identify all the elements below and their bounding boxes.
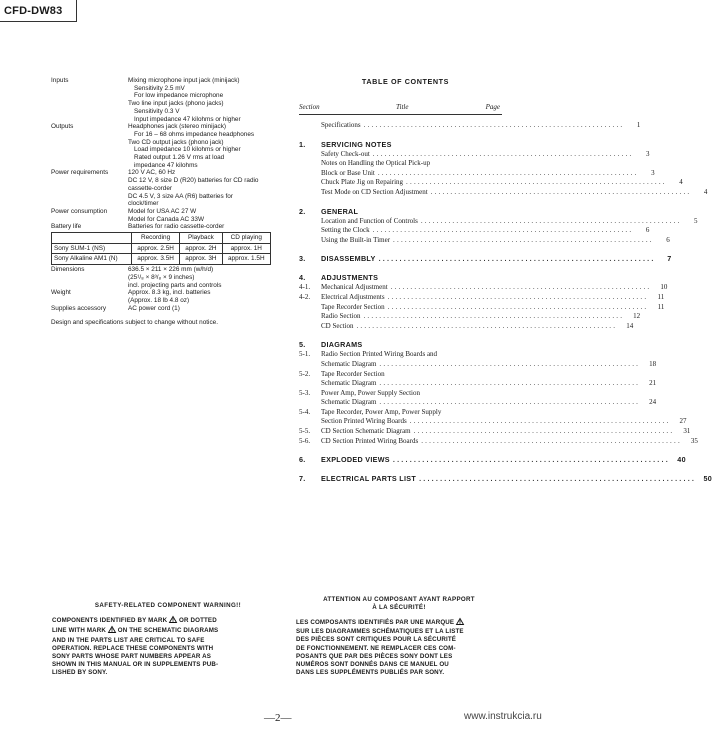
spec-value-line: (Approx. 18 lb 4.8 oz) xyxy=(128,296,190,304)
spec-label: Dimensions xyxy=(51,266,85,274)
spec-row xyxy=(51,208,281,223)
safety-warning-french xyxy=(296,596,502,677)
spec-value-line: cassette-corder xyxy=(128,184,173,192)
spec-values xyxy=(128,223,281,231)
toc-section-heading xyxy=(299,254,672,264)
spec-value-line: (25¹/₈ × 8³/₈ × 9 inches) xyxy=(128,273,195,281)
toc-entry xyxy=(299,216,698,227)
toc-entry-page: 31 xyxy=(683,427,691,436)
toc-entry-title: Specifications xyxy=(321,121,361,129)
warning-text: LES COMPOSANTS IDENTIFIÉS PAR UNE MARQUE xyxy=(296,619,455,626)
toc-dot-leader: .................................................................. xyxy=(390,283,652,292)
spec-values xyxy=(128,208,281,223)
toc-dot-leader: .................................................................. xyxy=(379,359,641,368)
toc-dot-leader: .................................................................. xyxy=(356,321,618,330)
battery-table-cell: approx. 3.5H xyxy=(131,254,179,265)
toc-entry-title: Schematic Diagram xyxy=(321,398,377,407)
warning-text: COMPONENTS IDENTIFIED BY MARK xyxy=(52,617,168,625)
toc-entry xyxy=(299,283,668,293)
safety-warning-line: OPERATION. REPLACE THESE COMPONENTS WITH xyxy=(52,644,214,652)
battery-table-row xyxy=(52,243,271,254)
battery-table-cell: approx. 3H xyxy=(180,254,222,265)
table-of-contents xyxy=(299,77,712,484)
spec-values xyxy=(128,123,281,169)
battery-table-cell: Sony Alkaline AM1 (N) xyxy=(52,254,132,265)
toc-entry xyxy=(299,226,650,236)
safety-warning-line: DANS LES SUPPLÉMENTS PUBLIÉS PAR SONY. xyxy=(296,669,445,677)
spec-value-line: impedance 47 kilohms xyxy=(134,161,198,169)
toc-entry-title: Using the Built-in Timer xyxy=(321,235,391,244)
toc-dot-leader: .................................................................. xyxy=(379,379,641,388)
toc-entry-page: 10 xyxy=(660,283,668,292)
toc-entry xyxy=(299,359,657,370)
spec-value-line: DC 12 V, 8 size D (R20) batteries for CD radio xyxy=(128,177,259,185)
toc-entry-title: Radio Section Printed Wiring Boards and xyxy=(321,350,438,359)
model-number-tab: CFD-DW83 xyxy=(0,0,77,22)
spec-row xyxy=(51,77,281,123)
spec-value-line: Sensitivity 0.3 V xyxy=(134,107,180,115)
safety-warning-line: NUMÉROS SONT DONNÉS DANS CE MANUEL OU xyxy=(296,661,449,669)
toc-entry xyxy=(299,370,502,380)
safety-warning-title-fr xyxy=(296,596,502,612)
toc-entry-title: DISASSEMBLY xyxy=(321,254,376,264)
spec-label: Supplies accessory xyxy=(51,304,107,312)
safety-warning-line: DE FONCTIONNEMENT. NE REMPLACER CES COM- xyxy=(296,644,456,652)
toc-entry xyxy=(299,121,641,131)
toc-entry xyxy=(299,159,502,169)
toc-col-page: Page xyxy=(485,103,500,111)
safety-warning-line: POSANTS QUE PAR DES PIÈCES SONY DONT LES xyxy=(296,652,453,660)
toc-dot-leader: .................................................................. xyxy=(363,121,625,129)
toc-entry-title: CD Section Printed Wiring Boards xyxy=(321,436,419,445)
toc-dot-leader: .................................................................. xyxy=(387,302,649,311)
toc-entry xyxy=(299,149,650,160)
toc-entry-number: 5-5. xyxy=(299,427,311,436)
toc-dot-leader: .................................................................. xyxy=(392,455,670,465)
spec-value-line: AC power cord (1) xyxy=(128,304,180,312)
spec-value-line: Load impedance 10 kilohms or higher xyxy=(134,146,241,154)
toc-entry-page: 35 xyxy=(690,436,698,445)
warning-text: OR DOTTED xyxy=(179,617,217,625)
safety-warning-title: SAFETY-RELATED COMPONENT WARNING!! xyxy=(94,602,242,609)
spec-label: Power requirements xyxy=(51,169,109,177)
toc-entry-title: CD Section xyxy=(321,321,354,330)
spec-value-line: Model for USA AC 27 W xyxy=(128,207,197,215)
spec-row xyxy=(51,123,281,169)
safety-warning-title-line: ATTENTION AU COMPOSANT AYANT RAPPORT xyxy=(323,596,475,603)
toc-dot-leader: .................................................................. xyxy=(387,292,649,301)
spec-row xyxy=(51,169,281,208)
safety-warning-line: AND IN THE PARTS LIST ARE CRITICAL TO SAFE xyxy=(52,636,205,644)
battery-table-cell: approx. 1.5H xyxy=(222,254,270,265)
battery-table-cell: approx. 1H xyxy=(222,243,270,254)
toc-dot-leader: .................................................................. xyxy=(393,235,654,244)
toc-col-section: Section xyxy=(299,103,320,111)
toc-dot-leader: .................................................................. xyxy=(420,216,682,225)
safety-warning-line: SHOWN IN THIS MANUAL OR IN SUPPLEMENTS PUB- xyxy=(52,661,219,669)
battery-table-header-cell: Recording xyxy=(131,233,179,244)
toc-entry-title: Section Printed Wiring Boards xyxy=(321,417,407,426)
spec-values xyxy=(128,169,281,208)
toc-entry-page: 18 xyxy=(649,359,657,368)
toc-entry-number: 5. xyxy=(299,340,306,350)
safety-warning-line xyxy=(52,616,284,626)
spec-values xyxy=(128,266,281,289)
toc-dot-leader: .................................................................. xyxy=(377,168,639,177)
toc-entry-title: CD Section Schematic Diagram xyxy=(321,427,411,436)
safety-warning-title-line: À LA SÉCURITÉ! xyxy=(372,604,426,611)
toc-entry-number: 7. xyxy=(299,474,306,484)
spec-value-line: For 16 – 68 ohms impedance headphones xyxy=(134,130,255,138)
battery-table-header-cell: Playback xyxy=(180,233,222,244)
spec-value-line: clock/timer xyxy=(128,200,159,208)
toc-entry-title: EXPLODED VIEWS xyxy=(321,455,390,465)
toc-entry-title: Electrical Adjustments xyxy=(321,292,385,301)
toc-section-heading xyxy=(299,207,502,217)
toc-entry-page: 50 xyxy=(703,474,712,484)
toc-dot-leader: .................................................................. xyxy=(363,312,625,321)
safety-warning-line: SUR LES DIAGRAMMES SCHÉMATIQUES ET LA LISTE xyxy=(296,628,464,636)
toc-entry-page: 1 xyxy=(636,121,641,129)
toc-entry-number: 1. xyxy=(299,139,306,149)
spec-value-line: Rated output 1.26 V rms at load xyxy=(134,154,225,162)
safety-warning-english xyxy=(52,602,284,678)
toc-entry-title: ELECTRICAL PARTS LIST xyxy=(321,474,417,484)
spec-values xyxy=(128,77,281,123)
toc-entry-number: 5-2. xyxy=(299,369,311,378)
battery-table-cell: approx. 2H xyxy=(180,243,222,254)
toc-entry-page: 27 xyxy=(679,417,687,426)
toc-column-headers xyxy=(299,103,502,113)
toc-entry-title: Tape Recorder Section xyxy=(321,369,385,378)
toc-dot-leader: .................................................................. xyxy=(372,226,634,235)
toc-entry-page: 6 xyxy=(645,226,650,235)
spec-value-line: DC 4.5 V, 3 size AA (R6) batteries for xyxy=(128,192,233,200)
toc-entry-title: Location and Function of Controls xyxy=(321,216,418,225)
spec-label: Battery life xyxy=(51,223,82,231)
battery-table-cell: Sony SUM-1 (NS) xyxy=(52,243,132,254)
spec-value-line: Two line input jacks (phono jacks) xyxy=(128,100,224,108)
spec-rows xyxy=(51,77,281,231)
toc-entry xyxy=(299,389,502,399)
toc-col-title: Title xyxy=(396,103,409,111)
spec-value-line: 636.5 × 211 × 226 mm (w/h/d) xyxy=(128,266,214,274)
toc-entry-number: 4-1. xyxy=(299,283,311,292)
toc-entry-title: Safety Check-out xyxy=(321,149,370,158)
spec-value-line: Input impedance 47 kilohms or higher xyxy=(134,115,241,123)
safety-warning-line: LISHED BY SONY. xyxy=(52,669,108,677)
toc-header-rule xyxy=(299,114,502,115)
toc-entry xyxy=(299,187,708,198)
spec-value-line: For low impedance microphone xyxy=(134,92,224,100)
toc-entry-page: 3 xyxy=(651,168,655,177)
toc-dot-leader: .................................................................. xyxy=(413,427,675,436)
toc-dot-leader: .................................................................. xyxy=(378,254,656,264)
spec-row xyxy=(51,305,281,313)
toc-entry-page: 6 xyxy=(666,235,670,244)
battery-table-header-row xyxy=(52,233,271,244)
toc-entry xyxy=(299,417,687,427)
toc-entry xyxy=(299,427,691,437)
toc-entry-number: 5-4. xyxy=(299,407,311,416)
caution-triangle-icon xyxy=(456,618,464,628)
toc-dot-leader: .................................................................. xyxy=(372,149,634,158)
toc-entry-title: Power Amp, Power Supply Section xyxy=(321,388,420,397)
toc-section-heading xyxy=(299,340,502,350)
toc-entry-number: 4-2. xyxy=(299,292,311,301)
toc-entry-page: 12 xyxy=(633,312,641,321)
toc-entry xyxy=(299,178,683,188)
safety-warning-line: SONY PARTS WHOSE PART NUMBERS APPEAR AS xyxy=(52,653,212,661)
toc-entry xyxy=(299,350,502,360)
toc-entry xyxy=(299,168,655,179)
toc-entry-title: ADJUSTMENTS xyxy=(321,273,379,283)
toc-entry-number: 5-3. xyxy=(299,388,311,397)
toc-entry-page: 3 xyxy=(646,149,650,158)
safety-warning-line xyxy=(296,618,502,628)
toc-dot-leader: .................................................................. xyxy=(421,436,682,445)
toc-entry xyxy=(299,302,665,313)
battery-table-header-cell xyxy=(52,233,132,244)
toc-entry-title: Radio Section xyxy=(321,312,361,321)
toc-entry-page: 11 xyxy=(657,292,665,301)
spec-value-line: incl. projecting parts and controls xyxy=(128,281,222,289)
spec-row xyxy=(51,223,281,231)
spec-label: Outputs xyxy=(51,123,74,131)
spec-value-line: Batteries for radio cassette-corder xyxy=(128,223,225,231)
toc-entry xyxy=(299,398,657,408)
toc-entry-title: Schematic Diagram xyxy=(321,379,377,388)
spec-label: Weight xyxy=(51,289,71,297)
spec-value-line: Sensitivity 2.5 mV xyxy=(134,84,185,92)
toc-section-heading xyxy=(299,140,502,150)
toc-entry-page: 14 xyxy=(626,321,634,330)
toc-dot-leader: .................................................................. xyxy=(430,187,692,196)
toc-entry-title: Setting the Clock xyxy=(321,226,370,235)
safety-warning-line xyxy=(52,626,284,636)
watermark-url: www.instrukcia.ru xyxy=(464,711,542,722)
warning-text: LINE WITH MARK xyxy=(52,627,106,635)
spec-rows-continued xyxy=(51,266,281,312)
toc-entry xyxy=(299,321,634,332)
warning-text: ON THE SCHEMATIC DIAGRAMS xyxy=(117,627,219,635)
spec-row xyxy=(51,266,281,289)
specifications-block xyxy=(51,77,281,327)
spec-values xyxy=(128,305,281,313)
battery-life-table xyxy=(51,232,271,265)
toc-entry-number: 5-6. xyxy=(299,436,311,445)
safety-warning-line: DES PIÈCES SONT CRITIQUES POUR LA SÉCURITÉ xyxy=(296,636,457,644)
battery-table-row xyxy=(52,254,271,265)
toc-entry-title: DIAGRAMS xyxy=(321,340,363,350)
toc-title: TABLE OF CONTENTS xyxy=(361,77,450,86)
battery-table-cell: approx. 2.5H xyxy=(131,243,179,254)
spec-row xyxy=(51,289,281,304)
toc-section-heading xyxy=(299,455,686,465)
toc-entry xyxy=(299,235,670,246)
toc-dot-leader: .................................................................. xyxy=(379,398,641,407)
toc-entry-page: 4 xyxy=(679,178,683,187)
toc-entry-title: Block or Base Unit xyxy=(321,168,375,177)
toc-entry-page: 11 xyxy=(657,302,665,311)
toc-entry xyxy=(299,292,665,303)
toc-section-heading xyxy=(299,474,712,484)
toc-entry-page: 24 xyxy=(649,398,657,407)
caution-triangle-icon xyxy=(108,626,116,636)
toc-body xyxy=(299,121,712,484)
spec-value-line: Headphones jack (stereo minijack) xyxy=(128,123,227,131)
toc-entry-title: Notes on Handling the Optical Pick-up xyxy=(321,159,431,168)
battery-table-header-cell: CD playing xyxy=(222,233,270,244)
toc-entry-page: 40 xyxy=(677,455,686,465)
page-number: —2— xyxy=(264,712,292,724)
toc-entry-title: Test Mode on CD Section Adjustment xyxy=(321,187,428,196)
toc-entry-title: Schematic Diagram xyxy=(321,359,377,368)
toc-entry-page: 21 xyxy=(649,379,657,388)
spec-label: Power consumption xyxy=(51,207,108,215)
toc-entry xyxy=(299,436,698,447)
toc-dot-leader: .................................................................. xyxy=(419,474,697,484)
spec-values xyxy=(128,289,281,304)
toc-entry-page: 5 xyxy=(694,216,698,225)
toc-entry-number: 5-1. xyxy=(299,350,311,359)
toc-entry xyxy=(299,379,657,389)
toc-entry xyxy=(299,312,641,322)
spec-change-note: Design and specifications subject to change without notice. xyxy=(51,319,218,327)
toc-entry-title: Tape Recorder, Power Amp, Power Supply xyxy=(321,407,442,416)
toc-entry-title: Chuck Plate Jig on Repairing xyxy=(321,178,404,187)
spec-value-line: Two CD output jacks (phono jack) xyxy=(128,138,224,146)
toc-entry-page: 4 xyxy=(703,187,708,196)
caution-triangle-icon xyxy=(169,616,177,626)
toc-entry-title: GENERAL xyxy=(321,206,359,216)
toc-dot-leader: .................................................................. xyxy=(409,417,671,426)
toc-entry xyxy=(299,408,502,418)
toc-entry-title: SERVICING NOTES xyxy=(321,139,392,149)
toc-entry-title: Tape Recorder Section xyxy=(321,302,385,311)
toc-entry-number: 6. xyxy=(299,455,306,465)
spec-label: Inputs xyxy=(51,77,69,84)
spec-value-line: Approx. 8.3 kg, incl. batteries xyxy=(128,289,211,297)
toc-entry-number: 4. xyxy=(299,273,306,283)
spec-value-line: Model for Canada AC 33W xyxy=(128,215,205,223)
toc-entry-title: Mechanical Adjustment xyxy=(321,283,388,292)
toc-dot-leader: .................................................................. xyxy=(406,178,667,187)
spec-value-line: Mixing microphone input jack (minijack) xyxy=(128,77,240,84)
toc-entry-number: 3. xyxy=(299,254,306,264)
toc-entry-number: 2. xyxy=(299,206,306,216)
spec-value-line: 120 V AC, 60 Hz xyxy=(128,169,176,177)
toc-section-heading xyxy=(299,273,502,283)
toc-entry-page: 7 xyxy=(667,254,672,264)
